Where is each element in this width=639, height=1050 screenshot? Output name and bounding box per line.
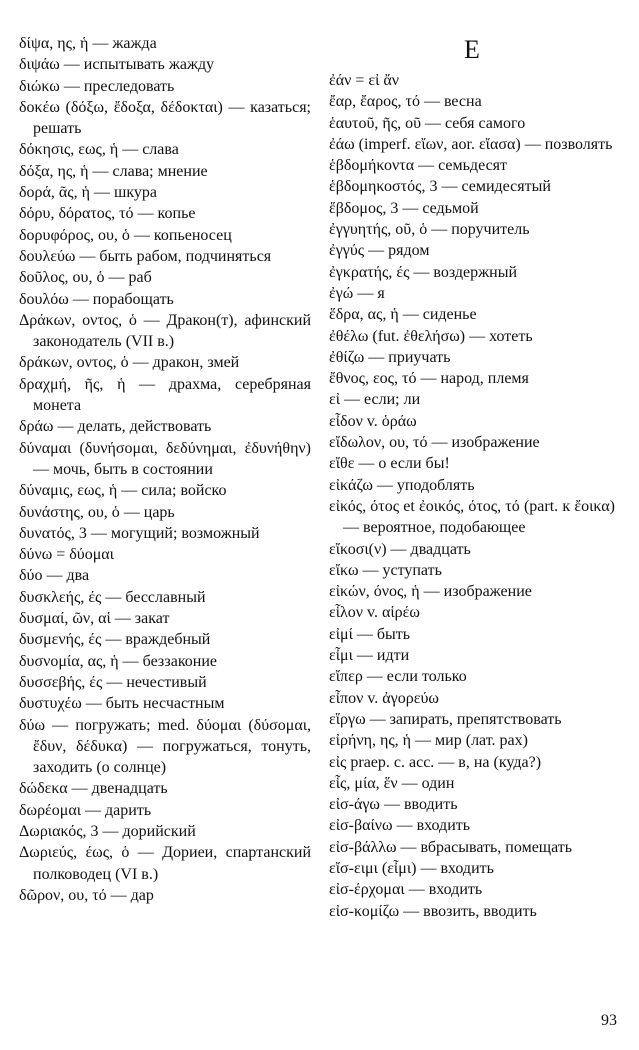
dictionary-entry: εἰσ-άγω — вводить — [329, 796, 458, 814]
dictionary-entry: δοκέω (δόξω, ἔδοξα, δέδοκται) — казаться; решать — [19, 98, 311, 138]
dictionary-entry: ἔαρ, ἔαρος, τό — весна — [329, 93, 482, 111]
dictionary-entry: δορυφόρος, ου, ὁ — копьеносец — [19, 226, 232, 244]
page-number: 93 — [601, 1012, 617, 1029]
dictionary-entry: εἶμι — идти — [329, 647, 410, 665]
dictionary-entry: εἰ — если; ли — [329, 391, 421, 409]
dictionary-entry: εἰμί — быть — [329, 625, 411, 643]
dictionary-entry: ἐθέλω (fut. ἐθελήσω) — хотеть — [329, 327, 533, 345]
dictionary-entry: δυσκλεής, ές — бесславный — [19, 588, 206, 606]
dictionary-entry: εἵργω — запирать, препятствовать — [329, 710, 562, 728]
section-letter-heading: E — [464, 35, 480, 64]
dictionary-entry: ἐάν = εἰ ἄν — [329, 72, 399, 89]
dictionary-entry: δώδεκα — двенадцать — [19, 780, 168, 798]
dictionary-entry: δουλεύω — быть рабом, подчиняться — [19, 247, 272, 265]
dictionary-entry: εἰσ-κομίζω — ввозить, вводить — [329, 902, 537, 920]
dictionary-entry: εἰρήνη, ης, ἡ — мир (лат. pax) — [329, 732, 528, 750]
dictionary-entry: δορά, ᾶς, ἡ — шкура — [19, 184, 157, 202]
dictionary-entry: ἔθνος, εος, τό — народ, племя — [329, 370, 529, 388]
right-column — [329, 36, 615, 922]
dictionary-entry: δόκησις, εως, ἡ — слава — [19, 141, 179, 159]
dictionary-entry: δῶρον, ου, τό — дар — [19, 886, 154, 904]
dictionary-entry: ἐθίζω — приучать — [329, 348, 451, 366]
dictionary-entry: εἴκοσι(ν) — двадцать — [329, 540, 471, 558]
dictionary-entry: εἴκω — уступать — [329, 561, 442, 579]
dictionary-entry: Δωριακός, 3 — дорийский — [19, 822, 196, 840]
dictionary-entry: δίψα, ης, ἡ — жажда — [19, 35, 157, 52]
dictionary-entry: δυνάστης, ου, ὁ — царь — [19, 503, 175, 521]
dictionary-entry: ἐγγυητής, οῦ, ὁ — поручитель — [329, 221, 530, 239]
dictionary-entry: ἕβδομος, 3 — седьмой — [329, 199, 479, 217]
dictionary-entry: ἑβδομηκοστός, 3 — семидесятый — [329, 178, 551, 196]
dictionary-entry: δράω — делать, действовать — [19, 418, 212, 436]
dictionary-entry: εἷλον v. αἱρέω — [329, 604, 420, 622]
dictionary-entry: εἰκός, ότος et ἐοικός, ότος, τό (part. к ἔοικα) — вероятное, подобающее — [329, 497, 615, 537]
dictionary-entry: ἑβδομήκοντα — семьдесят — [329, 157, 508, 175]
dictionary-entry: δυσσεβής, ές — нечестивый — [19, 673, 207, 691]
dictionary-entry: ἐάω (imperf. εἴων, aor. εἴασα) — позволять — [329, 135, 613, 153]
dictionary-entry: ἕδρα, ας, ἡ — сиденье — [329, 306, 477, 324]
left-column — [19, 33, 311, 906]
dictionary-entry: διώκω — преследовать — [19, 77, 175, 95]
dictionary-entry: Δράκων, οντος, ὁ — Дракон(т), афинский законодатель (VII в.) — [19, 311, 311, 351]
dictionary-entry: ἐγγύς — рядом — [329, 242, 430, 260]
dictionary-entry: εἰκών, όνος, ἡ — изображение — [329, 583, 532, 601]
dictionary-entry: δοῦλος, ου, ὁ — раб — [19, 269, 152, 287]
dictionary-entry: εἰσ-βαίνω — входить — [329, 817, 471, 835]
dictionary-entry: δύω — погружать; med. δύομαι (δύσομαι, ἔδυν, δέδυκα) — погружаться, тонуть, заходить (о солнце) — [19, 716, 311, 777]
dictionary-entry: ἑαυτοῦ, ῆς, οῦ — себя самого — [329, 114, 526, 132]
dictionary-entry: εἶδον v. ὁράω — [329, 412, 417, 430]
dictionary-entry: διψάω — испытывать жажду — [19, 56, 215, 74]
dictionary-entry: δόξα, ης, ἡ — слава; мнение — [19, 162, 208, 180]
dictionary-entry: εἴσ-ειμι (εἶμι) — входить — [329, 859, 494, 877]
dictionary-entry: εἷς, μία, ἕν — один — [329, 774, 455, 792]
dictionary-entry: εἰσ-έρχομαι — входить — [329, 881, 483, 899]
dictionary-entry: εἰκάζω — уподоблять — [329, 476, 475, 494]
dictionary-entry: εἶπον v. ἀγορεύω — [329, 689, 439, 707]
dictionary-entry: εἴδωλον, ου, τό — изображение — [329, 434, 540, 452]
dictionary-entry: δόρυ, δόρατος, τό — копье — [19, 205, 196, 223]
dictionary-entry: δύο — два — [19, 567, 90, 585]
dictionary-entry: δράκων, οντος, ὁ — дракон, змей — [19, 354, 240, 372]
dictionary-entry: δυσνομία, ας, ἡ — беззаконие — [19, 652, 218, 670]
dictionary-entry: ἐγώ — я — [329, 284, 385, 302]
dictionary-entry: εἰσ-βάλλω — вбрасывать, помещать — [329, 838, 573, 856]
dictionary-entry: δωρέομαι — дарить — [19, 801, 152, 819]
dictionary-entry: δύνω = δύομαι — [19, 546, 114, 564]
dictionary-entry: εἰς praep. c. acc. — в, на (куда?) — [329, 753, 542, 771]
dictionary-entry: δύναμαι (δυνήσομαι, δεδύνημαι, ἐδυνήθην) — мочь, быть в состоянии — [19, 439, 311, 478]
dictionary-entry: Δωριεύς, έως, ὁ — Дориеи, спартанский полководец (VI в.) — [19, 844, 311, 883]
dictionary-entry: δυνατός, 3 — могущий; возможный — [19, 524, 260, 542]
dictionary-entry: δυσμενής, ές — враждебный — [19, 631, 211, 649]
dictionary-entry: δυσμαί, ῶν, αἱ — закат — [19, 610, 170, 628]
dictionary-entry: δυστυχέω — быть несчастным — [19, 695, 225, 713]
dictionary-entry: δουλόω — порабощать — [19, 290, 174, 308]
dictionary-entry: δραχμή, ῆς, ἡ — драхма, серебряная монета — [19, 375, 311, 415]
dictionary-entry: δύναμις, εως, ἡ — сила; войско — [19, 482, 227, 500]
dictionary-entry: ἐγκρατής, ές — воздержный — [329, 263, 518, 281]
dictionary-entry: εἴθε — о если бы! — [329, 455, 450, 473]
dictionary-entry: εἴπερ — если только — [329, 668, 467, 686]
